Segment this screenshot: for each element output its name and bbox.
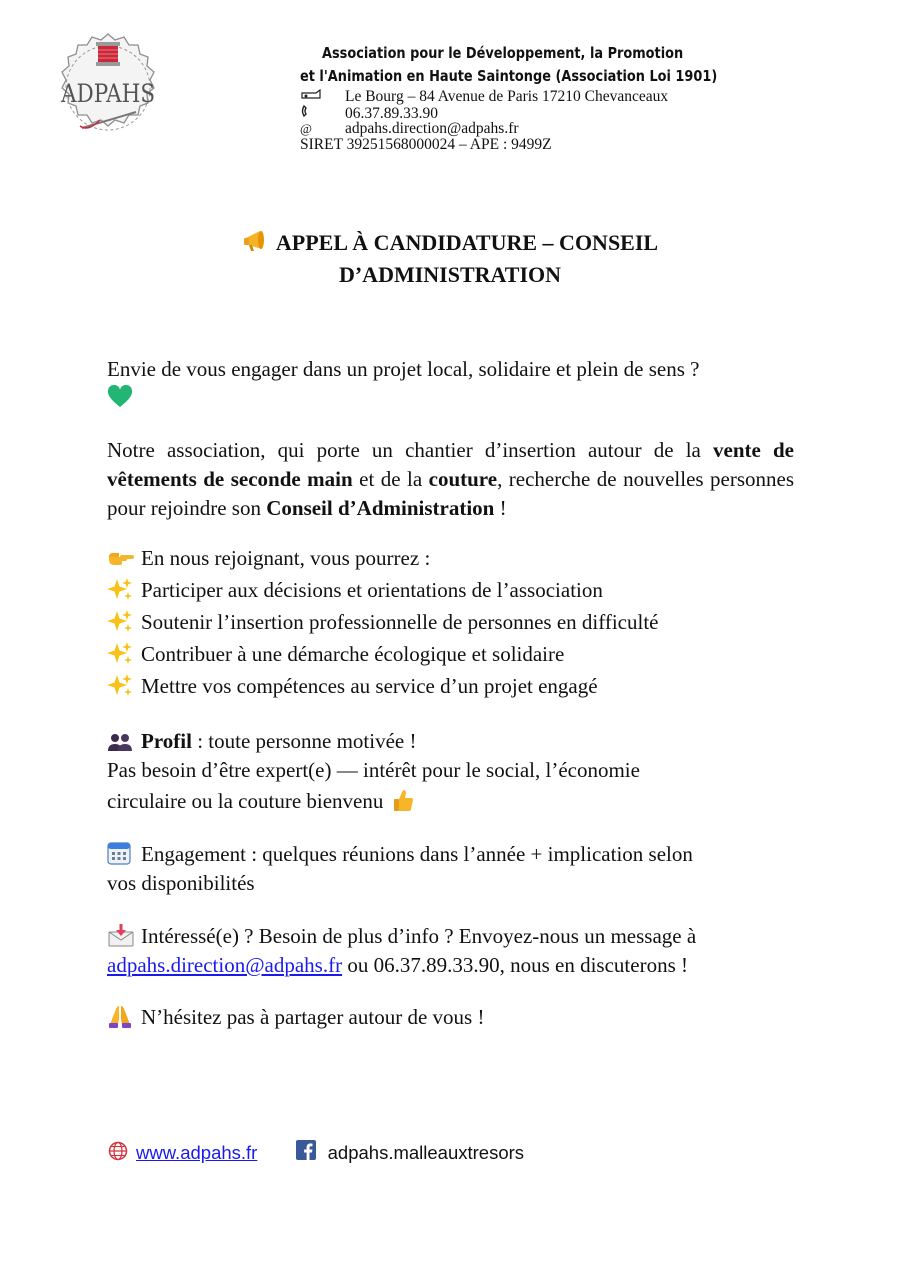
- para2-text-1: Notre association, qui porte un chantier d’insertion autour de la: [107, 438, 714, 462]
- profile-line2: Pas besoin d’être expert(e) — intérêt pour le social, l’économie: [107, 758, 640, 782]
- engagement-line1: Engagement : quelques réunions dans l’année + implication selon: [141, 842, 693, 866]
- para2-text-2: et de la: [352, 467, 429, 491]
- profile-text: : toute personne motivée !: [191, 729, 417, 753]
- title-line2: D’ADMINISTRATION: [338, 262, 562, 287]
- join-intro-row: [107, 544, 794, 576]
- para2-text-3: , recherche de nouvelles personnes pour rejoindre son: [107, 467, 795, 520]
- para2-text-4: !: [494, 496, 507, 520]
- share-section: [107, 1003, 794, 1032]
- benefit-item: [107, 576, 794, 608]
- green-heart-icon: [107, 385, 794, 417]
- benefits-section: [107, 544, 794, 704]
- title-line1: APPEL À CANDIDATURE – CONSEIL: [275, 230, 659, 255]
- intro-paragraph: [107, 355, 794, 417]
- address-text: Le Bourg – 84 Avenue de Paris 17210 Chevanceaux: [345, 88, 669, 105]
- facebook-icon[interactable]: [296, 1140, 316, 1165]
- profile-label: Profil: [141, 729, 192, 753]
- sparkles-icon: [107, 673, 141, 697]
- siret-line: SIRET 39251568000024 – APE : 9499Z: [300, 136, 552, 153]
- header-email-text: adpahs.direction@adpahs.fr: [345, 120, 519, 137]
- website-link[interactable]: www.adpahs.fr: [136, 1142, 258, 1163]
- sparkles-icon: [107, 641, 141, 665]
- people-icon: [107, 732, 141, 752]
- benefit-text: Contribuer à une démarche écologique et solidaire: [141, 642, 565, 666]
- calendar-icon: [107, 841, 141, 865]
- contact-line1: Intéressé(e) ? Besoin de plus d’info ? Envoyez-nous un message à: [141, 924, 697, 948]
- sparkles-icon: [107, 609, 141, 633]
- sparkles-icon: [107, 577, 141, 601]
- para2-bold-couture: couture: [428, 467, 498, 491]
- para2-bold-vente: vente de vêtements de seconde main: [107, 438, 794, 491]
- mailbox-icon: [300, 89, 345, 105]
- share-text: N’hésitez pas à partager autour de vous !: [141, 1005, 485, 1029]
- page-title: [0, 228, 900, 289]
- at-sign-icon: @: [300, 121, 312, 136]
- facebook-handle: adpahs.malleauxtresors: [327, 1142, 525, 1163]
- praying-hands-icon: [107, 1004, 141, 1028]
- thumbs-up-icon: [393, 788, 415, 820]
- engagement-line2: vos disponibilités: [107, 871, 255, 895]
- association-paragraph: [107, 436, 794, 523]
- profile-line3: circulaire ou la couture bienvenu: [107, 789, 384, 813]
- org-name-line1: Association pour le Développement, la Promotion: [322, 44, 684, 62]
- phone-text: 06.37.89.33.90: [345, 105, 438, 122]
- benefit-text: Soutenir l’insertion professionnelle de personnes en difficulté: [141, 610, 659, 634]
- contact-rest: ou 06.37.89.33.90, nous en discuterons !: [342, 953, 688, 977]
- org-name-line2: et l'Animation en Haute Saintonge (Association Loi 1901): [300, 67, 718, 85]
- contact-email-link[interactable]: adpahs.direction@adpahs.fr: [107, 953, 343, 977]
- contact-section: [107, 922, 794, 980]
- benefit-text: Mettre vos compétences au service d’un projet engagé: [141, 674, 598, 698]
- logo-text: ADPAHS: [60, 79, 156, 109]
- adpahs-logo: [50, 30, 166, 146]
- benefit-item: [107, 640, 794, 672]
- footer: [108, 1140, 524, 1166]
- intro-text: Envie de vous engager dans un projet local, solidaire et plein de sens ?: [107, 357, 700, 381]
- benefit-item: [107, 672, 794, 704]
- benefit-item: [107, 608, 794, 640]
- para2-bold-conseil: Conseil d’Administration: [266, 496, 495, 520]
- globe-icon: [108, 1141, 128, 1166]
- engagement-section: [107, 840, 794, 898]
- profile-section: [107, 727, 794, 820]
- pointing-hand-icon: [107, 547, 141, 569]
- thread-spool-icon: [96, 42, 120, 66]
- benefit-text: Participer aux décisions et orientations de l’association: [141, 578, 603, 602]
- megaphone-icon: [242, 229, 268, 260]
- envelope-arrow-icon: [107, 923, 141, 947]
- join-intro-text: En nous rejoignant, vous pourrez :: [141, 546, 431, 570]
